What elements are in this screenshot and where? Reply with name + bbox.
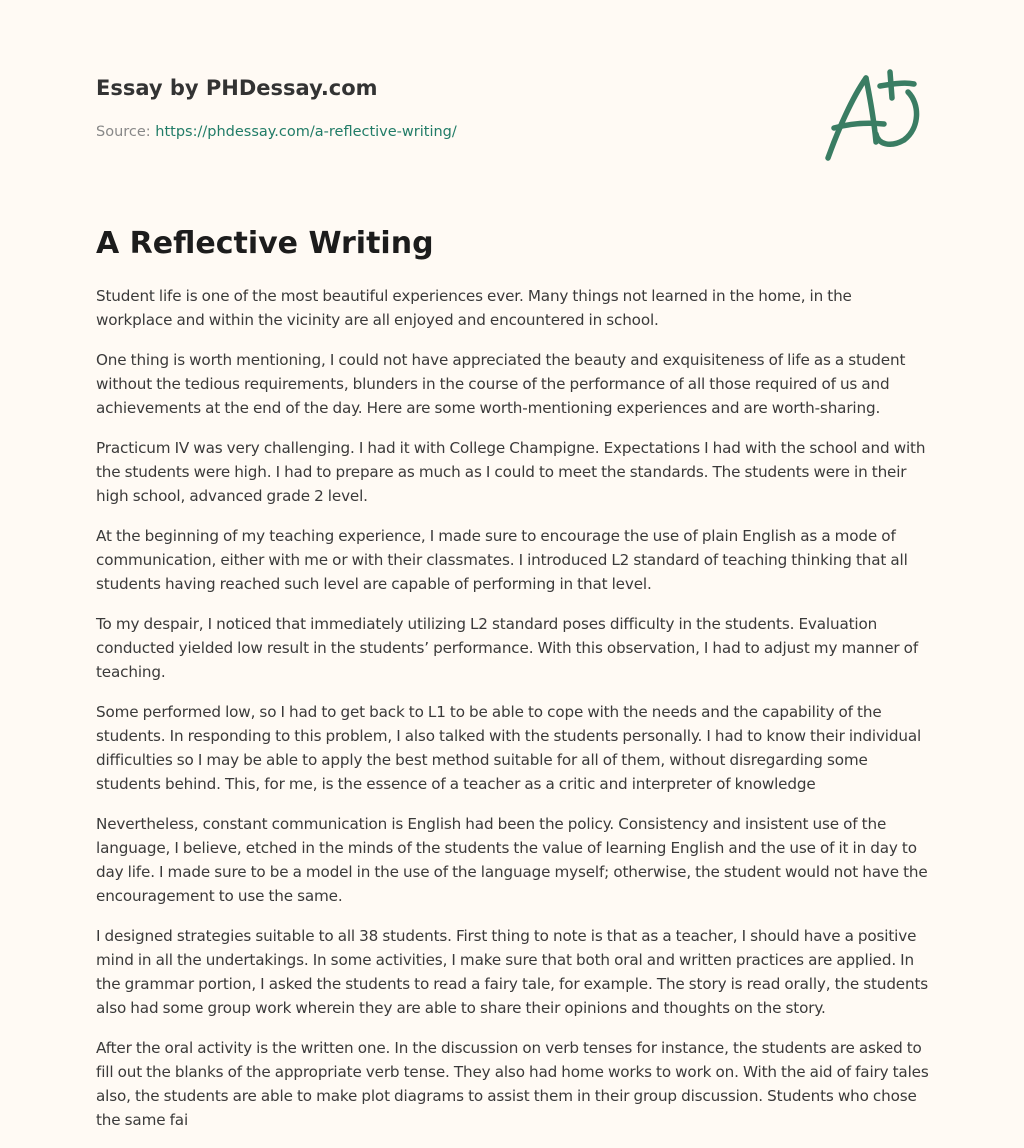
source-link[interactable]: https://phdessay.com/a-reflective-writing/ [155, 124, 457, 140]
paragraph: At the beginning of my teaching experience, I made sure to encourage the use of plain English as a mode of communication, either with me or with their classmates. I introduced L2 standard of teaching thinking that all students having reached such level are capable of performing in that level. [96, 527, 908, 593]
paragraph: One thing is worth mentioning, I could not have appreciated the beauty and exquisiteness of life as a student without the tedious requirements, blunders in the course of the performance of all those required of us and achievements at the end of the day. Here are some worth-mentioning experiences and are worth-sharing. [96, 351, 906, 417]
site-title: Essay by PHDessay.com [96, 76, 378, 100]
document-title: A Reflective Writing [96, 226, 434, 261]
essay-page [96, 0, 930, 1129]
source-label: Source: [96, 124, 156, 140]
paragraph: To my despair, I noticed that immediately utilizing L2 standard poses difficulty in the students. Evaluation conducted yielded low result in the students’ performance. With this observation, I had to adjust my manner of teaching. [96, 615, 919, 681]
page-header [96, 0, 930, 200]
a-plus-grade-icon [824, 68, 928, 164]
paragraph: I designed strategies suitable to all 38 students. First thing to note is that as a teacher, I should have a positive mind in all the undertakings. In some activities, I make sure that both oral and written practices are applied. In the grammar portion, I asked the students to read a fairy tale, for example. The story is read orally, the students also had some group work wherein they are able to share their opinions and thoughts on the story. [96, 927, 929, 1017]
source-line [96, 124, 457, 140]
paragraph: Some performed low, so I had to get back to L1 to be able to cope with the needs and the capability of the students. In responding to this problem, I also talked with the students personally. I had to know their individual difficulties so I may be able to apply the best method suitable for all of them, without disregarding some students behind. This, for me, is the essence of a teacher as a critic and interpreter of knowledge [96, 703, 922, 793]
paragraph: After the oral activity is the written one. In the discussion on verb tenses for instance, the students are asked to fill out the blanks of the appropriate verb tense. They also had home works to work on. With the aid of fairy tales also, the students are able to make plot diagrams to assist them in their group discussion. Students who chose the same fai [96, 1039, 929, 1129]
paragraph: Practicum IV was very challenging. I had it with College Champigne. Expectations I had with the school and with the students were high. I had to prepare as much as I could to meet the standards. The students were in their high school, advanced grade 2 level. [96, 439, 926, 505]
essay-body [96, 284, 930, 1148]
paragraph: Nevertheless, constant communication is English had been the policy. Consistency and insistent use of the language, I believe, etched in the minds of the students the value of learning English and the use of it in day to day life. I made sure to be a model in the use of the language myself; otherwise, the student would not have the encouragement to use the same. [96, 815, 928, 905]
paragraph: Student life is one of the most beautiful experiences ever. Many things not learned in the home, in the workplace and within the vicinity are all enjoyed and encountered in school. [96, 287, 852, 329]
